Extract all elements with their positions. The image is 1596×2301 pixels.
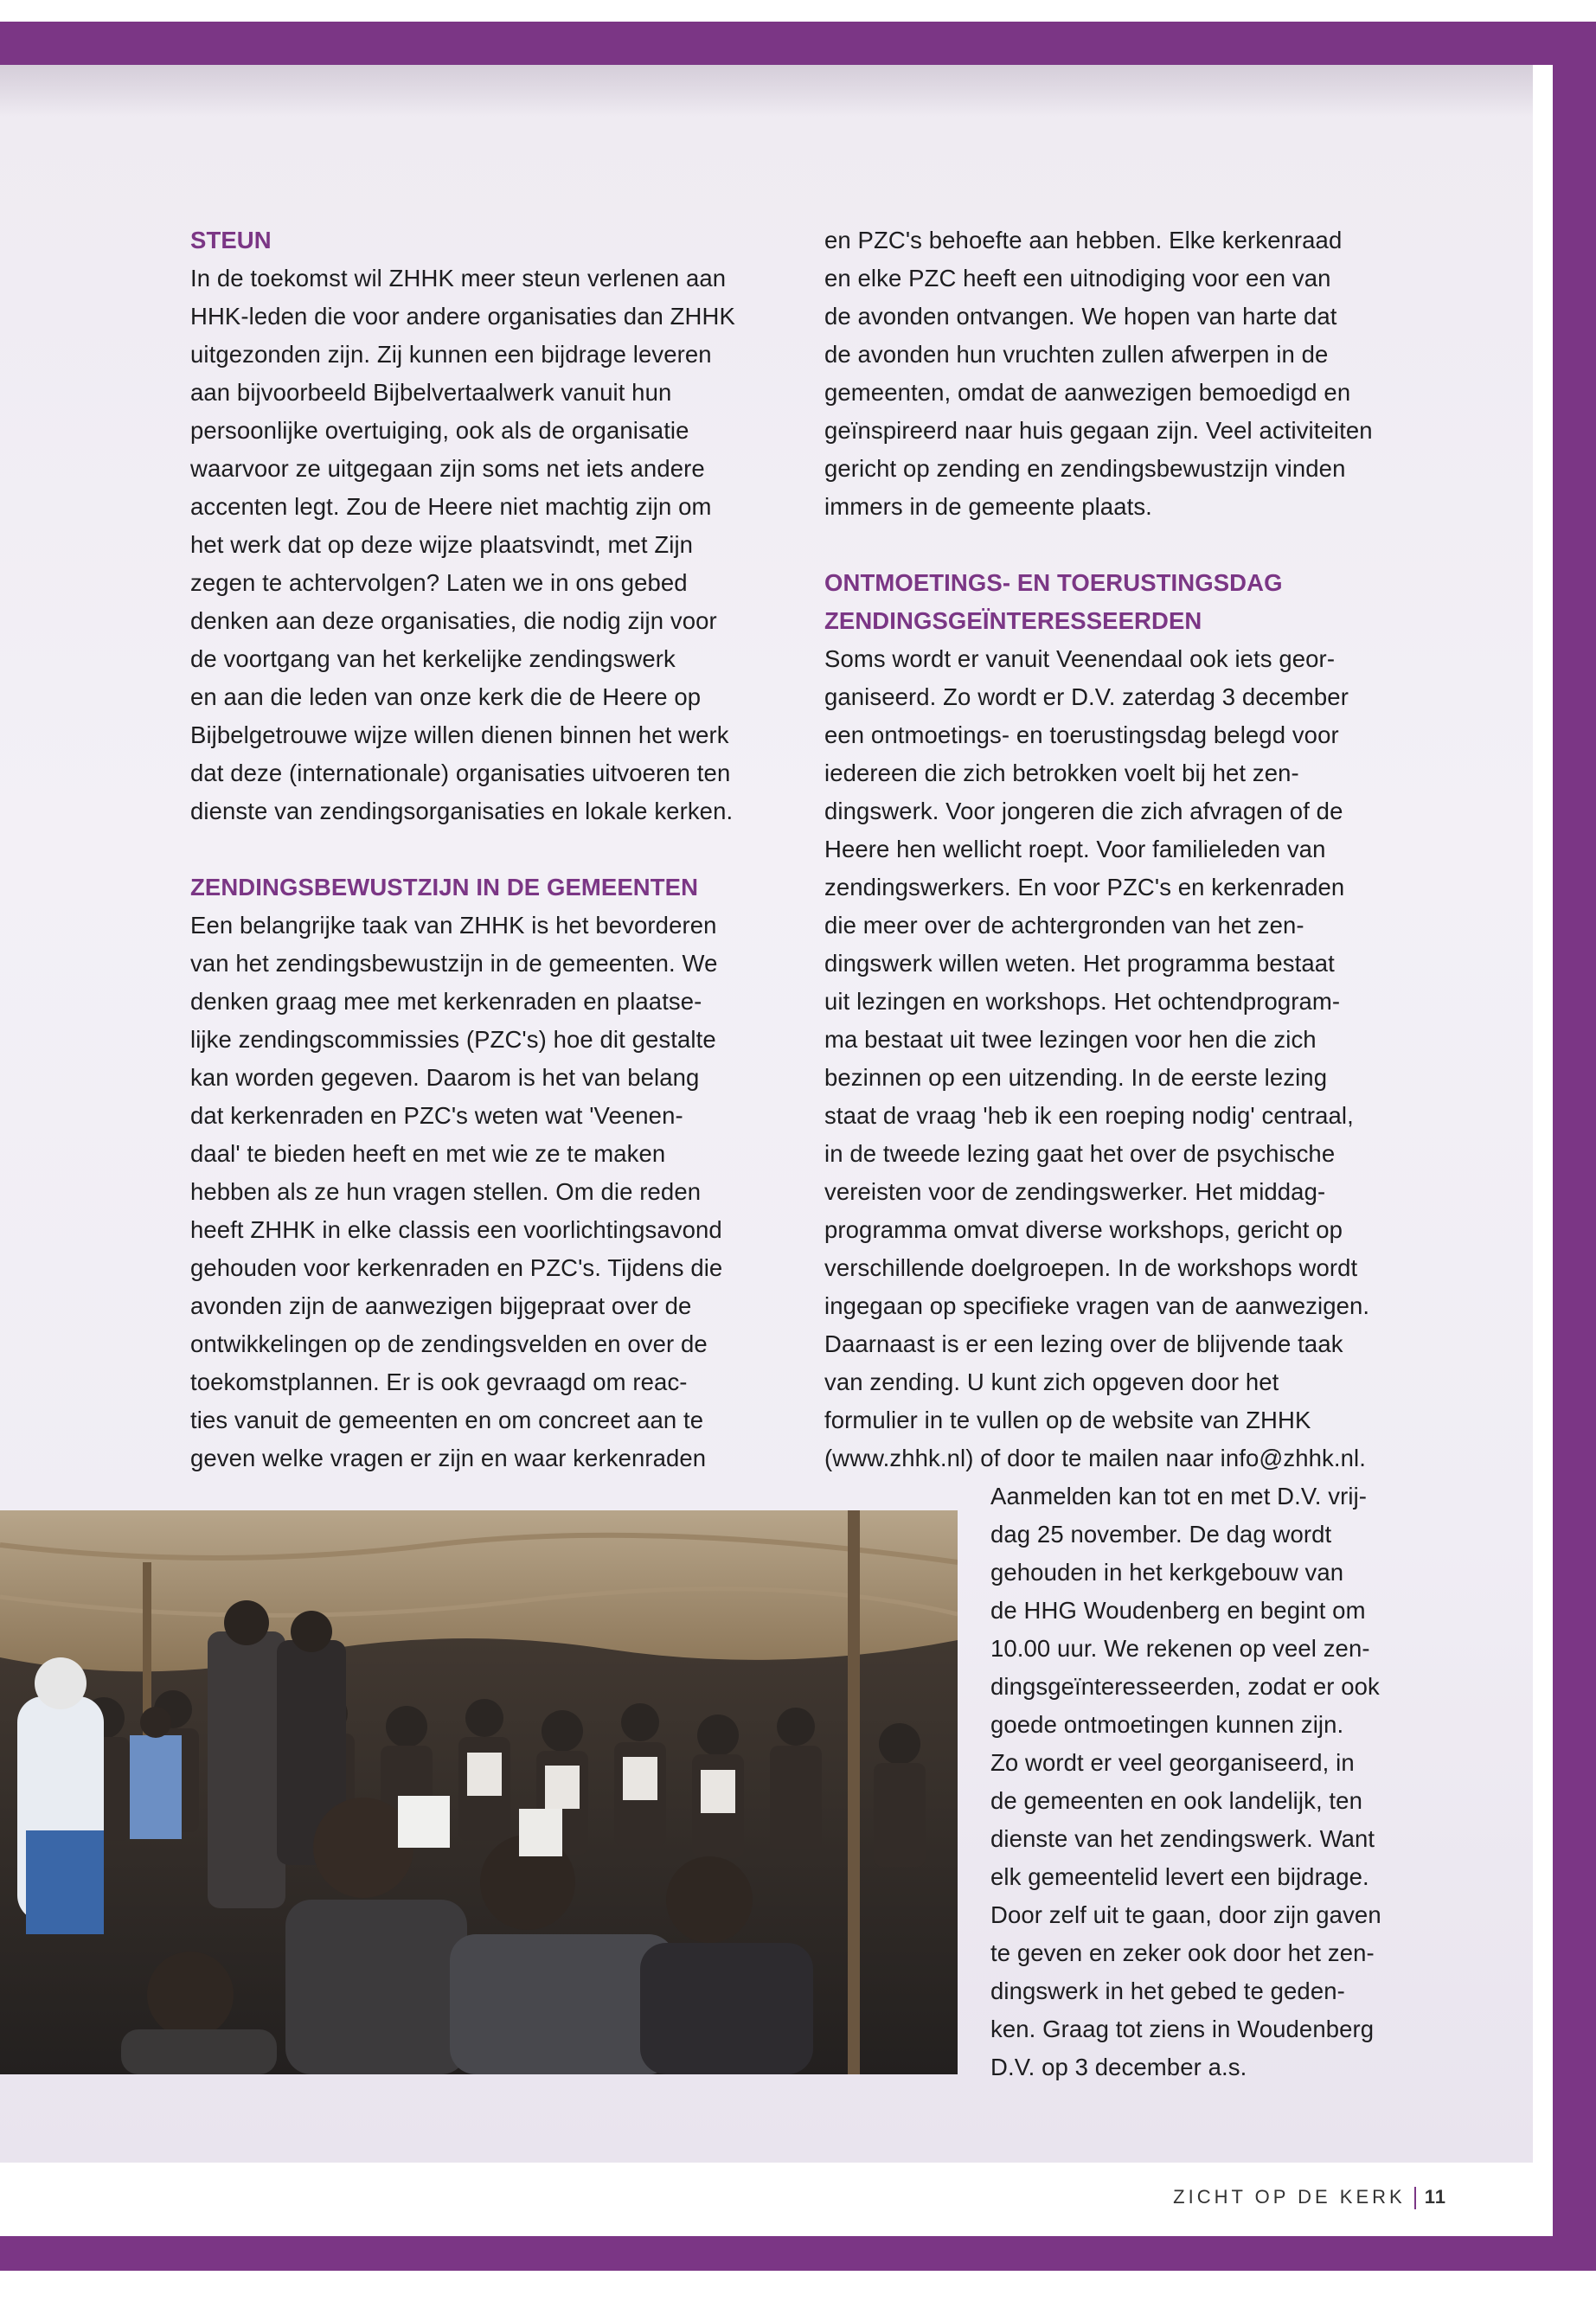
text-line: dat kerkenraden en PZC's weten wat 'Veenen-	[190, 1102, 683, 1129]
text-line: ingegaan op specifieke vragen van de aanwezigen.	[824, 1292, 1370, 1319]
section-heading-toerustingsdag-line2: ZENDINGSGEÏNTERESSEERDEN	[824, 607, 1202, 634]
section-heading-steun: STEUN	[190, 227, 272, 253]
text-line: vereisten voor de zendingswerker. Het middag-	[824, 1178, 1326, 1205]
text-line: D.V. op 3 december a.s.	[990, 2054, 1247, 2080]
text-line: ken. Graag tot ziens in Woudenberg	[990, 2016, 1375, 2042]
magazine-title: ZICHT OP DE KERK	[1173, 2186, 1406, 2208]
text-line: toekomstplannen. Er is ook gevraagd om reac-	[190, 1368, 688, 1395]
footer-separator	[1414, 2187, 1416, 2209]
text-line: Een belangrijke taak van ZHHK is het bevorderen	[190, 912, 717, 939]
text-line: van het zendingsbewustzijn in de gemeenten. We	[190, 950, 718, 977]
text-line: accenten legt. Zou de Heere niet machtig zijn om	[190, 493, 712, 520]
text-line: persoonlijke overtuiging, ook als de organisatie	[190, 417, 689, 444]
paragraph-gap	[824, 526, 1421, 564]
intro-paragraph	[824, 221, 1421, 526]
text-line: dienste van het zendingswerk. Want	[990, 1825, 1375, 1852]
text-line: uitgezonden zijn. Zij kunnen een bijdrage leveren	[190, 341, 712, 368]
text-line: de avonden ontvangen. We hopen van harte dat	[824, 303, 1337, 330]
text-line: gericht op zending en zendingsbewustzijn vinden	[824, 455, 1346, 482]
text-line: aan bijvoorbeeld Bijbelvertaalwerk vanuit hun	[190, 379, 672, 406]
text-line: ma bestaat uit twee lezingen voor hen die zich	[824, 1026, 1317, 1053]
text-line: uit lezingen en workshops. Het ochtendprogram-	[824, 988, 1341, 1015]
text-line: verschillende doelgroepen. In de workshops wordt	[824, 1254, 1358, 1281]
section-heading-zendingsbewustzijn: ZENDINGSBEWUSTZIJN IN DE GEMEENTEN	[190, 874, 699, 901]
congregation-photo	[0, 1510, 958, 2074]
text-line: immers in de gemeente plaats.	[824, 493, 1152, 520]
top-border	[0, 22, 1557, 65]
text-line: Zo wordt er veel georganiseerd, in	[990, 1749, 1355, 1776]
text-line: geïnspireerd naar huis gegaan zijn. Veel activiteiten	[824, 417, 1373, 444]
text-line: (www.zhhk.nl) of door te mailen naar info@zhhk.nl.	[824, 1445, 1366, 1471]
text-line: bezinnen op een uitzending. In de eerste lezing	[824, 1064, 1328, 1091]
text-line: dingsgeïnteresseerden, zodat er ook	[990, 1673, 1380, 1700]
text-line: het werk dat op deze wijze plaatsvindt, met Zijn	[190, 531, 694, 558]
right-border	[1553, 22, 1596, 2271]
text-line: 10.00 uur. We rekenen op veel zen-	[990, 1635, 1370, 1662]
text-line: staat de vraag 'heb ik een roeping nodig' centraal,	[824, 1102, 1354, 1129]
text-line: dag 25 november. De dag wordt	[990, 1521, 1332, 1548]
text-line: elk gemeentelid levert een bijdrage.	[990, 1863, 1369, 1890]
text-line: dingswerk willen weten. Het programma bestaat	[824, 950, 1335, 977]
text-line: Aanmelden kan tot en met D.V. vrij-	[990, 1483, 1368, 1509]
text-line: en elke PZC heeft een uitnodiging voor een van	[824, 265, 1331, 292]
text-line: de HHG Woudenberg en begint om	[990, 1597, 1366, 1624]
text-line: in de tweede lezing gaat het over de psychische	[824, 1140, 1336, 1167]
text-line: ganiseerd. Zo wordt er D.V. zaterdag 3 december	[824, 683, 1349, 710]
text-line: daal' te bieden heeft en met wie ze te maken	[190, 1140, 666, 1167]
text-line: te geven en zeker ook door het zen-	[990, 1939, 1375, 1966]
text-line: een ontmoetings- en toerustingsdag belegd voor	[824, 721, 1339, 748]
steun-paragraph	[190, 260, 779, 830]
text-line: hebben als ze hun vragen stellen. Om die reden	[190, 1178, 702, 1205]
text-line: Door zelf uit te gaan, door zijn gaven	[990, 1901, 1381, 1928]
text-line: geven welke vragen er zijn en waar kerkenraden	[190, 1445, 707, 1471]
text-line: Heere hen wellicht roept. Voor familieleden van	[824, 836, 1326, 862]
page-footer	[0, 2186, 1446, 2212]
text-line: kan worden gegeven. Daarom is het van belang	[190, 1064, 700, 1091]
bottom-border	[0, 2236, 1557, 2271]
text-line: goede ontmoetingen kunnen zijn.	[990, 1711, 1344, 1738]
text-line: HHK-leden die voor andere organisaties dan ZHHK	[190, 303, 735, 330]
text-line: dienste van zendingsorganisaties en lokale kerken.	[190, 798, 734, 824]
text-line: gemeenten, omdat de aanwezigen bemoedigd en	[824, 379, 1351, 406]
text-line: die meer over de achtergronden van het zen-	[824, 912, 1304, 939]
text-line: dingswerk in het gebed te geden-	[990, 1977, 1345, 2004]
text-line: dingswerk. Voor jongeren die zich afvragen of de	[824, 798, 1343, 824]
text-line: zendingswerkers. En voor PZC's en kerkenraden	[824, 874, 1345, 901]
text-line: Daarnaast is er een lezing over de blijvende taak	[824, 1330, 1343, 1357]
text-line: lijke zendingscommissies (PZC's) hoe dit gestalte	[190, 1026, 716, 1053]
zendingsbewustzijn-paragraph	[190, 907, 779, 1477]
text-line: de avonden hun vruchten zullen afwerpen in de	[824, 341, 1329, 368]
text-line: Soms wordt er vanuit Veenendaal ook iets geor-	[824, 645, 1336, 672]
toerustingsdag-paragraph	[824, 640, 1421, 1477]
text-line: In de toekomst wil ZHHK meer steun verlenen aan	[190, 265, 727, 292]
text-line: waarvoor ze uitgegaan zijn soms net iets andere	[190, 455, 705, 482]
text-line: denken aan deze organisaties, die nodig zijn voor	[190, 607, 717, 634]
text-line: en PZC's behoefte aan hebben. Elke kerkenraad	[824, 227, 1343, 253]
text-line: iedereen die zich betrokken voelt bij het zen-	[824, 760, 1299, 786]
text-line: de voortgang van het kerkelijke zendingswerk	[190, 645, 676, 672]
text-line: formulier in te vullen op de website van ZHHK	[824, 1407, 1311, 1433]
text-line: en aan die leden van onze kerk die de Heere op	[190, 683, 702, 710]
page-number: 11	[1424, 2186, 1446, 2208]
text-line: heeft ZHHK in elke classis een voorlichtingsavond	[190, 1216, 722, 1243]
text-line: programma omvat diverse workshops, gericht op	[824, 1216, 1343, 1243]
text-line: ties vanuit de gemeenten en om concreet aan te	[190, 1407, 704, 1433]
left-column	[190, 221, 779, 1477]
paragraph-gap	[190, 830, 779, 868]
text-line: Bijbelgetrouwe wijze willen dienen binnen het werk	[190, 721, 729, 748]
text-line: de gemeenten en ook landelijk, ten	[990, 1787, 1362, 1814]
text-line: dat deze (internationale) organisaties uitvoeren ten	[190, 760, 731, 786]
text-line: gehouden in het kerkgebouw van	[990, 1559, 1344, 1586]
text-line: van zending. U kunt zich opgeven door het	[824, 1368, 1279, 1395]
text-line: gehouden voor kerkenraden en PZC's. Tijdens die	[190, 1254, 723, 1281]
text-line: ontwikkelingen op de zendingsvelden en over de	[190, 1330, 708, 1357]
text-line: avonden zijn de aanwezigen bijgepraat over de	[190, 1292, 692, 1319]
text-line: denken graag mee met kerkenraden en plaatse-	[190, 988, 702, 1015]
section-heading-toerustingsdag: ONTMOETINGS- EN TOERUSTINGSDAG	[824, 569, 1283, 596]
text-line: zegen te achtervolgen? Laten we in ons gebed	[190, 569, 688, 596]
